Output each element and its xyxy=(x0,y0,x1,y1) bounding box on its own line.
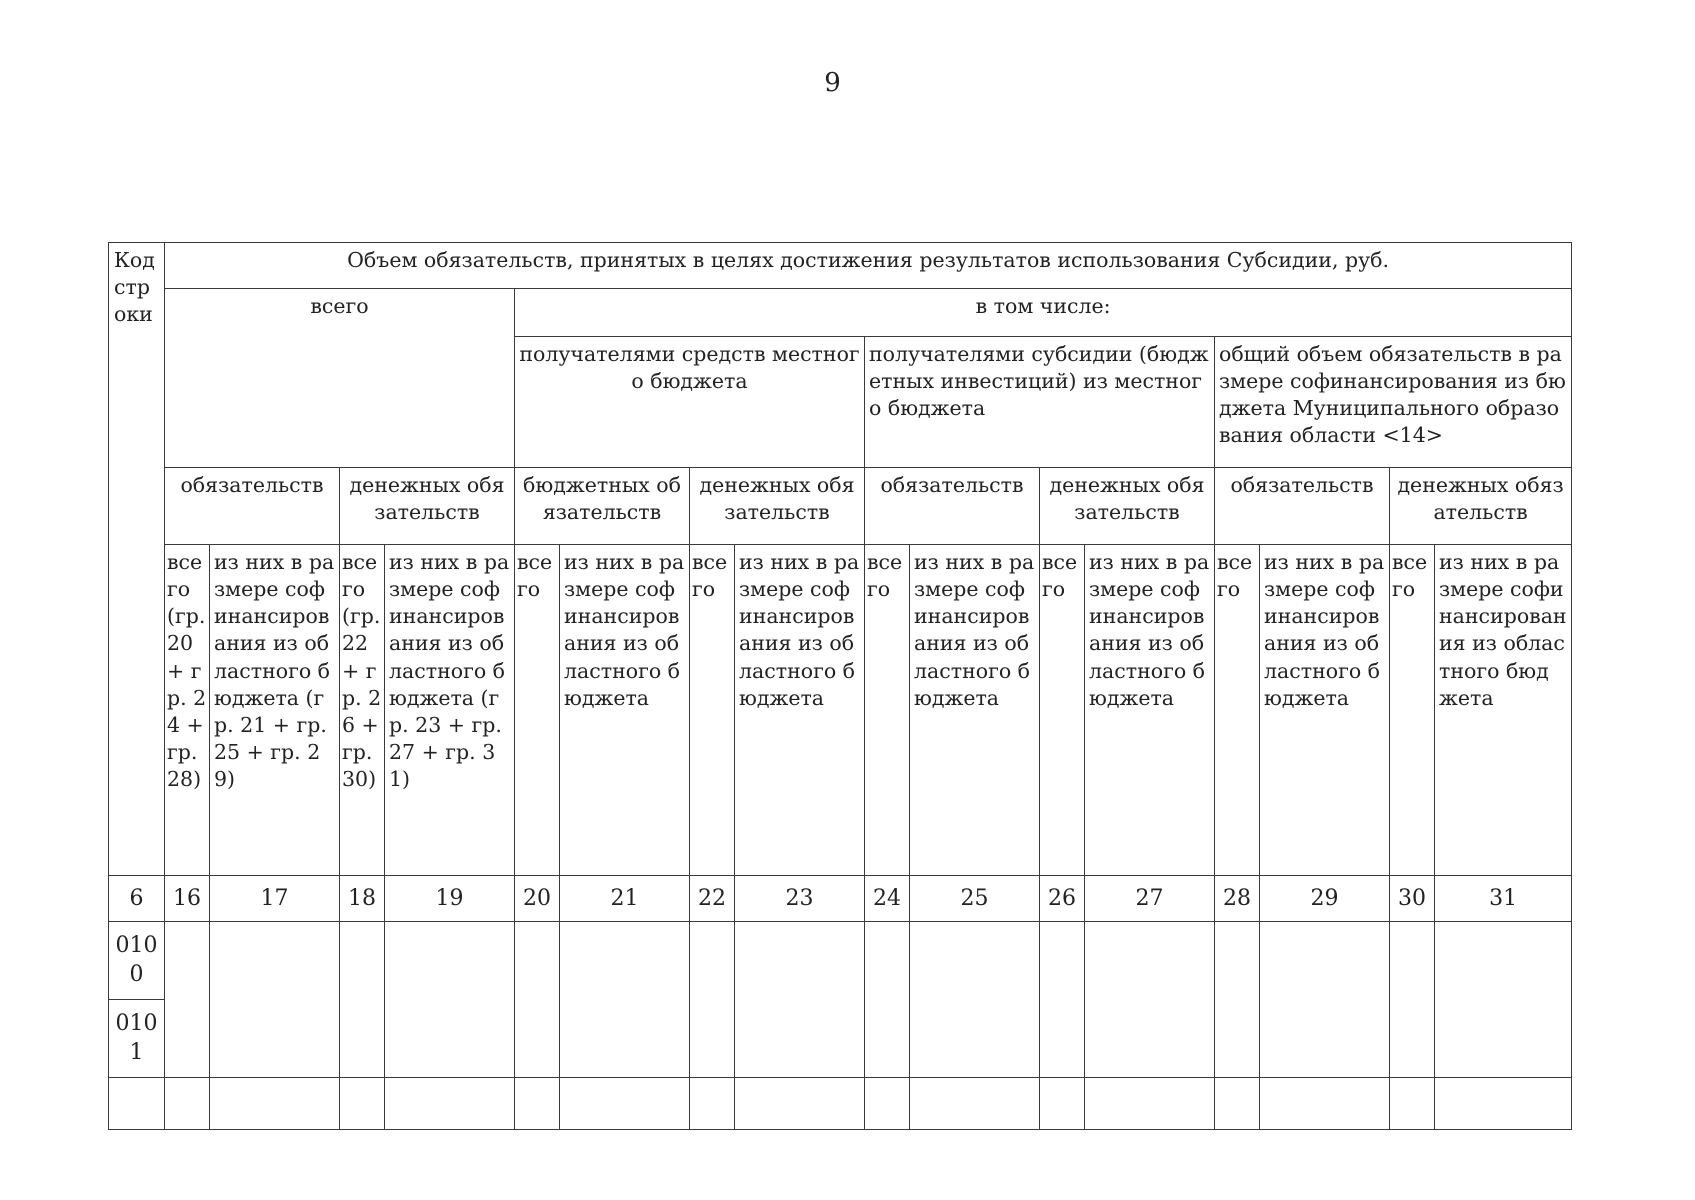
header-sub-obligations: обязательств xyxy=(165,468,340,545)
column-number: 25 xyxy=(910,875,1040,921)
header-leaf-total: всего xyxy=(1040,545,1085,875)
column-number: 28 xyxy=(1215,875,1260,921)
obligations-table xyxy=(108,242,1572,1130)
header-leaf-share: из них в размере софинансирования из областного бюджета xyxy=(1435,545,1572,875)
header-leaf-share: из них в размере софинансирования из областного бюджета xyxy=(1260,545,1390,875)
table-cell xyxy=(210,1077,340,1129)
column-number: 19 xyxy=(385,875,515,921)
header-main-title: Объем обязательств, принятых в целях достижения результатов использования Субсидии, руб. xyxy=(165,243,1572,289)
table-cell xyxy=(865,1077,910,1129)
column-number: 21 xyxy=(560,875,690,921)
table-cell xyxy=(1040,1077,1085,1129)
table-cell xyxy=(340,921,385,1077)
column-number: 18 xyxy=(340,875,385,921)
header-leaf-share: из них в размере софинансирования из областного бюджета xyxy=(910,545,1040,875)
column-number: 17 xyxy=(210,875,340,921)
table-cell xyxy=(1215,1077,1260,1129)
table-cell xyxy=(1260,1077,1390,1129)
column-number: 23 xyxy=(735,875,865,921)
header-sub-obligations: обязательств xyxy=(865,468,1040,545)
header-sub-budget: бюджетных обязательств xyxy=(515,468,690,545)
header-leaf-total: всего (гр. 22 + гр. 26 + гр. 30) xyxy=(340,545,385,875)
header-leaf-share: из них в размере софинансирования из областного бюджета xyxy=(735,545,865,875)
column-number: 26 xyxy=(1040,875,1085,921)
column-number: 24 xyxy=(865,875,910,921)
header-leaf-total: всего xyxy=(865,545,910,875)
header-group-local-budget: получателями средств местного бюджета xyxy=(515,337,865,468)
table-cell xyxy=(735,921,865,1077)
header-leaf-total: всего xyxy=(1390,545,1435,875)
table-cell xyxy=(340,1077,385,1129)
table-cell xyxy=(165,921,210,1077)
table-cell xyxy=(1085,1077,1215,1129)
table-cell xyxy=(515,921,560,1077)
table-cell xyxy=(385,921,515,1077)
table-cell xyxy=(1435,1077,1572,1129)
table-cell xyxy=(1215,921,1260,1077)
header-leaf-share: из них в размере софинансирования из областного бюджета (гр. 21 + гр. 25 + гр. 29) xyxy=(210,545,340,875)
header-sub-monetary: денежных обязательств xyxy=(1040,468,1215,545)
table-cell xyxy=(1085,921,1215,1077)
header-leaf-share: из них в размере софинансирования из областного бюджета (гр. 23 + гр. 27 + гр. 31) xyxy=(385,545,515,875)
column-number: 29 xyxy=(1260,875,1390,921)
column-number: 20 xyxy=(515,875,560,921)
page-number: 9 xyxy=(824,68,841,98)
header-sub-obligations: обязательств xyxy=(1215,468,1390,545)
table-cell xyxy=(910,921,1040,1077)
table-cell xyxy=(1435,921,1572,1077)
header-group-subsidy-recipients: получателями субсидии (бюджетных инвестиций) из местного бюджета xyxy=(865,337,1215,468)
table-cell xyxy=(385,1077,515,1129)
table-cell xyxy=(515,1077,560,1129)
column-number: 16 xyxy=(165,875,210,921)
column-number: 27 xyxy=(1085,875,1215,921)
column-number: 22 xyxy=(690,875,735,921)
table-cell xyxy=(690,921,735,1077)
header-code: Код строки xyxy=(109,243,165,876)
header-leaf-total: всего xyxy=(515,545,560,875)
header-sub-monetary: денежных обязательств xyxy=(340,468,515,545)
header-sub-monetary: денежных обязательств xyxy=(690,468,865,545)
table-cell xyxy=(1260,921,1390,1077)
header-group-cofinancing: общий объем обязательств в размере софинансирования из бюджета Муниципального образования области <14> xyxy=(1215,337,1572,468)
table-cell xyxy=(1390,921,1435,1077)
table-cell xyxy=(560,921,690,1077)
header-leaf-total: всего (гр. 20 + гр. 24 + гр. 28) xyxy=(165,545,210,875)
table-cell xyxy=(690,1077,735,1129)
header-leaf-share: из них в размере софинансирования из областного бюджета xyxy=(1085,545,1215,875)
table-cell xyxy=(210,921,340,1077)
header-including: в том числе: xyxy=(515,289,1572,337)
header-total: всего xyxy=(165,289,515,468)
table-cell xyxy=(165,1077,210,1129)
table-cell xyxy=(1040,921,1085,1077)
table-cell xyxy=(735,1077,865,1129)
header-sub-monetary: денежных обязательств xyxy=(1390,468,1572,545)
row-code: 0100 xyxy=(109,921,165,999)
header-leaf-total: всего xyxy=(1215,545,1260,875)
table-cell xyxy=(910,1077,1040,1129)
table-cell xyxy=(865,921,910,1077)
row-code xyxy=(109,1077,165,1129)
table-cell xyxy=(560,1077,690,1129)
header-leaf-total: всего xyxy=(690,545,735,875)
column-number: 6 xyxy=(109,875,165,921)
column-number: 31 xyxy=(1435,875,1572,921)
header-leaf-share: из них в размере софинансирования из областного бюджета xyxy=(560,545,690,875)
row-code: 0101 xyxy=(109,999,165,1077)
table-cell xyxy=(1390,1077,1435,1129)
column-number: 30 xyxy=(1390,875,1435,921)
